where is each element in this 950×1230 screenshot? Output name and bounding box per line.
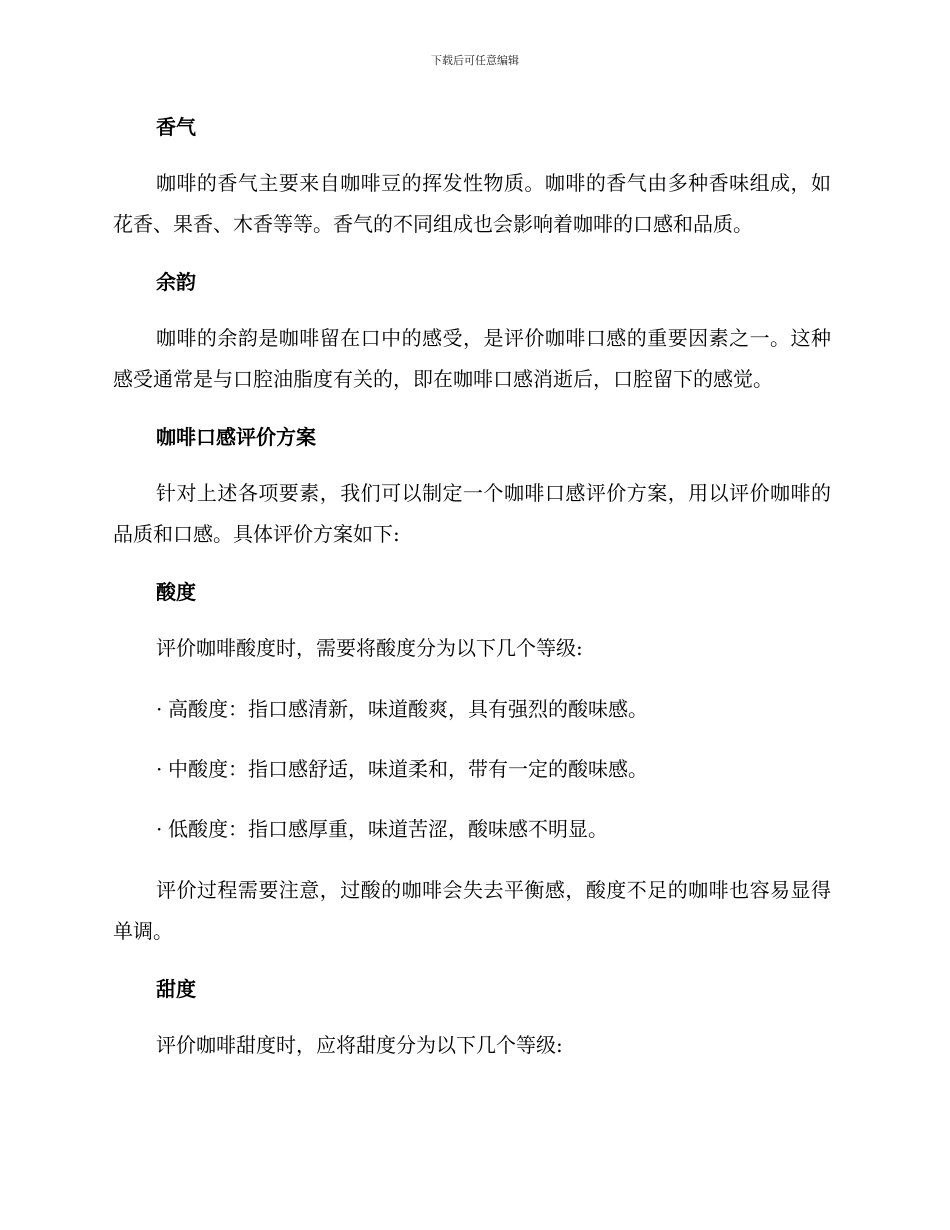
list-item-acidity-high bbox=[113, 690, 831, 729]
paragraph-aftertaste: 咖啡的余韵是咖啡留在口中的感受，是评价咖啡口感的重要因素之一。这种感受通常是与口腔油脂度有关的，即在咖啡口感消逝后，口腔留下的感觉。 bbox=[113, 326, 831, 391]
section-heading-aftertaste: 余韵 bbox=[156, 270, 196, 294]
section-heading-sweetness: 甜度 bbox=[156, 977, 196, 1001]
section-heading-aroma: 香气 bbox=[156, 115, 196, 139]
section-heading-plan: 咖啡口感评价方案 bbox=[156, 425, 316, 449]
list-item-text: 低酸度：指口感厚重，味道苦涩，酸味感不明显。 bbox=[168, 817, 608, 841]
list-item-text: 高酸度：指口感清新，味道酸爽，具有强烈的酸味感。 bbox=[168, 697, 648, 721]
list-item-text: 中酸度：指口感舒适，味道柔和，带有一定的酸味感。 bbox=[168, 757, 648, 781]
paragraph-plan: 针对上述各项要素，我们可以制定一个咖啡口感评价方案，用以评价咖啡的品质和口感。具体评价方案如下: bbox=[113, 481, 831, 546]
bullet-marker: · bbox=[156, 697, 163, 721]
list-item-acidity-low bbox=[113, 810, 831, 849]
header-note: 下载后可任意编辑 bbox=[431, 54, 519, 67]
paragraph-sweetness-intro: 评价咖啡甜度时，应将甜度分为以下几个等级: bbox=[156, 1033, 563, 1057]
paragraph-acidity-intro: 评价咖啡酸度时，需要将酸度分为以下几个等级: bbox=[156, 636, 583, 660]
paragraph-acidity-note: 评价过程需要注意，过酸的咖啡会失去平衡感，酸度不足的咖啡也容易显得单调。 bbox=[113, 878, 831, 943]
document-body bbox=[113, 109, 831, 1066]
section-heading-acidity: 酸度 bbox=[156, 580, 196, 604]
bullet-marker: · bbox=[156, 817, 163, 841]
paragraph-aroma: 咖啡的香气主要来自咖啡豆的挥发性物质。咖啡的香气由多种香味组成，如花香、果香、木香等等。香气的不同组成也会影响着咖啡的口感和品质。 bbox=[113, 171, 831, 236]
bullet-marker: · bbox=[156, 757, 163, 781]
list-item-acidity-medium bbox=[113, 750, 831, 789]
